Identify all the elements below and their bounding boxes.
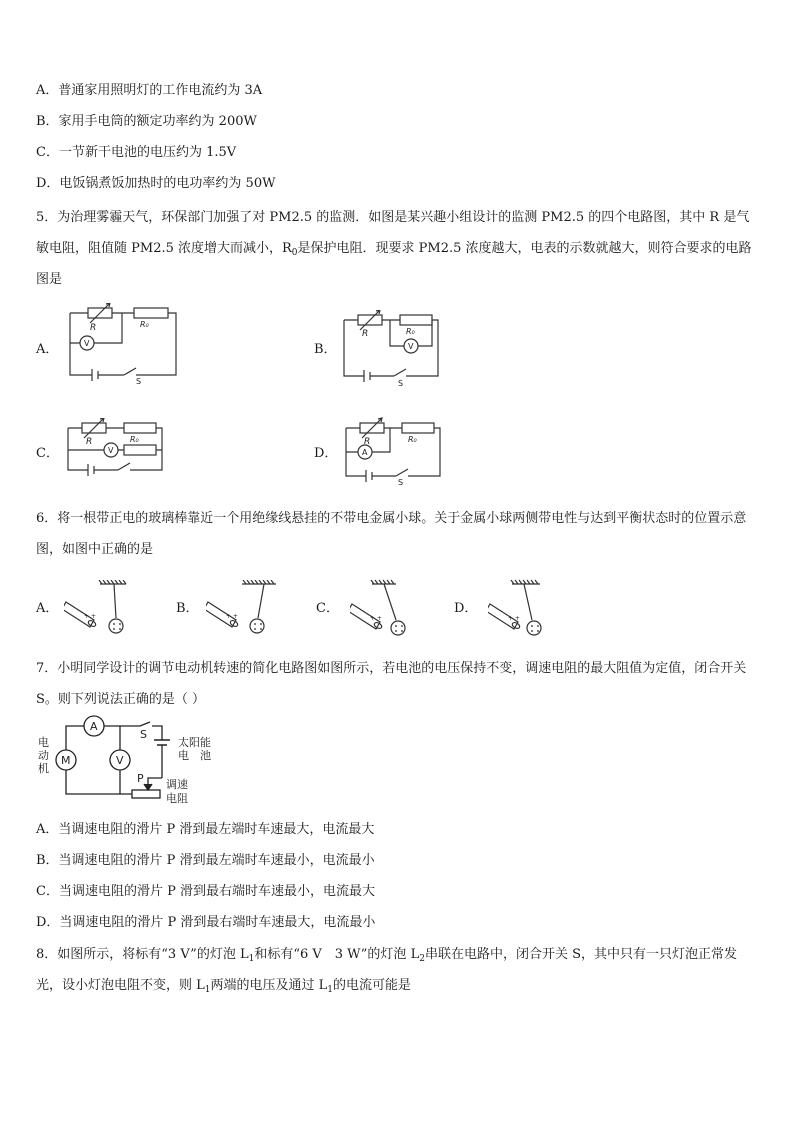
q6-label-d: D． (454, 601, 478, 616)
solar-label-2: 电 池 (178, 749, 211, 762)
circuit-b-r0-label: R₀ (406, 327, 415, 336)
circuit-d-a-label: A (362, 448, 368, 457)
q8-sub2: 2 (419, 954, 425, 964)
circuit-a (64, 303, 182, 385)
q6-stem: 6．将一根带正电的玻璃棒靠近一个用绝缘线悬挂的不带电金属小球。关于金属小球两侧带电性与达到平衡状态时的位置示意图，如图中正确的是 (36, 511, 747, 557)
q7-option-a: A．当调速电阻的滑片 P 滑到最左端时车速最大，电流最大 (36, 822, 375, 837)
circuit-a-s-label: S (136, 377, 142, 385)
q7-motor-circuit (36, 712, 226, 808)
switch-label: S (140, 728, 147, 741)
rheostat-label-2: 电阻 (166, 792, 188, 805)
circuit-a-r0-label: R₀ (140, 320, 149, 329)
q8-sub4: 1 (327, 985, 333, 995)
q8-part4: 两端的电压及通过 L (210, 978, 328, 993)
q7-option-b: B．当调速电阻的滑片 P 滑到最左端时车速最小，电流最小 (36, 853, 375, 868)
circuit-c-r0-label: R₀ (130, 435, 139, 444)
svg-text:+ +: + + (370, 615, 382, 622)
q8-sub1: 1 (248, 954, 255, 964)
circuit-d-r0-label: R₀ (408, 435, 417, 444)
q7-option-d: D．当调速电阻的滑片 P 滑到最右端时车速最大，电流最小 (36, 915, 376, 930)
q5-text-part1: 为治理雾霾天气，环保部门加强了对 PM2.5 的监测．如图是某兴趣小组设计的监测 PM2.5 的四个电路图，其中 R 是气敏电阻，阻值随 PM2.5 浓度增大而减小，R (36, 210, 750, 256)
q5-stem (36, 202, 758, 295)
circuit-b-v-label: V (408, 342, 414, 351)
q4-option-d: D．电饭锅煮饭加热时的电功率约为 50W (36, 176, 276, 191)
circuit-b-r-label: R (362, 329, 369, 339)
svg-text:+ +: + + (226, 613, 238, 620)
circuit-c-r-label: R (86, 437, 93, 447)
motor-label-3: 机 (38, 762, 49, 775)
pendulum-d (488, 578, 564, 640)
q5-label-c: C． (36, 446, 59, 461)
q6-label-b: B． (176, 601, 199, 616)
q8-part3: 串联在电路中，闭合开关 S，其中只有一只灯泡正常发光，设小灯泡电阻不变，则 L (36, 947, 737, 993)
q5-label-d: D． (314, 446, 338, 461)
q7-option-c: C．当调速电阻的滑片 P 滑到最右端时车速最小，电流最大 (36, 884, 375, 899)
q5-number: 5． (36, 210, 58, 225)
svg-text:+ +: + + (84, 613, 96, 620)
circuit-a-r-label: R (90, 323, 97, 333)
circuit-a-v-label: V (84, 339, 90, 348)
solar-label-1: 太阳能 (178, 736, 211, 749)
circuit-c (64, 418, 168, 480)
q8-sub3: 1 (204, 985, 211, 995)
q6-label-a: A． (36, 601, 59, 616)
q8-part5: 的电流可能是 (333, 978, 412, 993)
circuit-d-r-label: R (364, 437, 371, 447)
motor-label-2: 动 (38, 749, 49, 762)
circuit-b (340, 310, 444, 388)
q4-option-a: A．普通家用照明灯的工作电流约为 3A (36, 83, 263, 98)
q4-option-c: C．一节新干电池的电压约为 1.5V (36, 145, 237, 160)
circuit-d-s-label: S (398, 478, 404, 486)
q4-option-b: B．家用手电筒的额定功率约为 200W (36, 114, 257, 129)
voltmeter-label: V (116, 754, 124, 767)
q8-part1: 8．如图所示，将标有“3 V”的灯泡 L (36, 947, 249, 962)
motor-label-1: 电 (38, 736, 49, 749)
q5-sub-0: 0 (291, 248, 298, 258)
motor-symbol: M (61, 754, 71, 767)
q5-label-a: A． (36, 342, 59, 357)
pendulum-b (206, 580, 282, 638)
circuit-b-s-label: S (398, 379, 404, 388)
svg-text:+ +: + + (508, 615, 520, 622)
q8-stem (36, 939, 758, 1001)
q8-part2: 和标有“6 V 3 W”的灯泡 L (254, 947, 420, 962)
q5-label-b: B． (314, 342, 337, 357)
rheostat-label-1: 调速 (166, 778, 188, 791)
q6-label-c: C． (316, 601, 339, 616)
q5-text-part2: 是保护电阻．现要求 PM2.5 浓度越大，电表的示数就越大，则符合要求的电路图是 (36, 241, 752, 287)
pendulum-c (350, 578, 426, 640)
q7-stem: 7．小明同学设计的调节电动机转速的简化电路图如图所示，若电池的电压保持不变，调速电阻的最大阻值为定值，闭合开关 S。则下列说法正确的是（ ） (36, 661, 747, 707)
ammeter-label: A (90, 720, 98, 733)
pendulum-a (64, 580, 140, 638)
circuit-d (342, 414, 446, 486)
circuit-c-v-label: V (108, 446, 114, 455)
slider-label: P (137, 772, 144, 785)
